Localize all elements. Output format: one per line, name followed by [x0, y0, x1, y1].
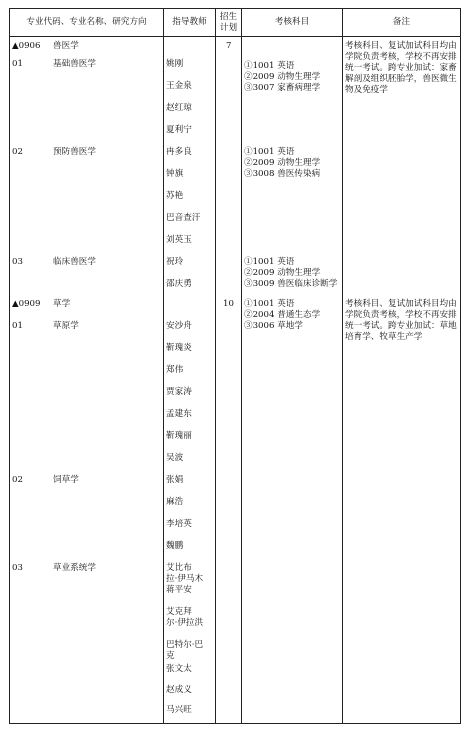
advisor-name: 靳瑰炎	[166, 343, 192, 353]
direction-code: 02	[12, 147, 23, 157]
column-divider	[9, 8, 10, 724]
advisor-name: 刘英玉	[166, 235, 192, 245]
advisor-name: 钟旗	[166, 169, 184, 179]
major-name: 兽医学	[53, 41, 79, 51]
advisor-name: 苏艳	[166, 191, 184, 201]
exam-subject: ③3009 兽医临床诊断学	[244, 279, 338, 289]
remarks-text: 考核科目、复试加试科目均由学院负责考核，学校不再安排统一考试。跨专业加试：草地培育学、牧草生产学	[345, 299, 457, 342]
exam-subject: ②2004 普通生态学	[244, 310, 321, 320]
advisor-name: 姚刚	[166, 59, 184, 69]
exam-subject: ③3008 兽医传染病	[244, 169, 321, 179]
exam-subject: ①1001 英语	[244, 61, 295, 71]
advisor-name: 蒋平安	[166, 585, 192, 595]
table-top-border	[9, 8, 461, 9]
advisor-name: 王金泉	[166, 81, 192, 91]
direction-code: 01	[12, 321, 23, 331]
advisor-name: 冉多良	[166, 147, 192, 157]
advisor-name: 艾克拜	[166, 607, 192, 617]
header-exam-subjects: 考核科目	[274, 17, 310, 27]
exam-subject: ①1001 英语	[244, 299, 295, 309]
advisor-name: 孟建东	[166, 409, 192, 419]
direction-name: 饲草学	[53, 475, 79, 485]
exam-subject: ③3006 草地学	[244, 321, 303, 331]
direction-code: 01	[12, 59, 23, 69]
header-enrollment-line1: 招生	[219, 12, 238, 22]
header-major: 专业代码、专业名称、研究方向	[26, 17, 147, 27]
direction-name: 草业系统学	[53, 563, 96, 573]
advisor-name: 克	[166, 651, 175, 661]
enrollment-count: 7	[226, 41, 232, 51]
advisor-name: 靳瑰丽	[166, 431, 192, 441]
advisor-name: 魏鹏	[166, 541, 184, 551]
column-divider	[241, 8, 242, 724]
advisor-name: 马兴旺	[166, 705, 192, 715]
major-code: ▲0909	[12, 299, 41, 309]
column-divider	[163, 8, 164, 724]
advisor-name: 邵庆勇	[166, 279, 192, 289]
table-bottom-border	[9, 723, 461, 724]
advisor-name: 贾家涛	[166, 387, 192, 397]
exam-subject: ①1001 英语	[244, 257, 295, 267]
advisor-name: 吴波	[166, 453, 184, 463]
exam-subject: ③3007 家畜病理学	[244, 83, 321, 93]
exam-subject: ②2009 动物生理学	[244, 268, 321, 278]
header-advisor: 指导教师	[172, 17, 207, 27]
direction-code: 02	[12, 475, 23, 485]
column-divider	[342, 8, 343, 724]
header-remarks: 备注	[392, 17, 411, 27]
advisor-name: 安沙舟	[166, 321, 192, 331]
advisor-name: 张文太	[166, 664, 192, 674]
advisor-name: 祝玲	[166, 257, 184, 267]
advisor-name: 巴特尔·巴	[166, 640, 204, 650]
advisor-name: 张娟	[166, 475, 184, 485]
enrollment-count: 10	[223, 299, 234, 309]
advisor-name: 艾比布	[166, 563, 192, 573]
header-enrollment-line2: 计划	[219, 23, 238, 33]
direction-name: 草原学	[53, 321, 79, 331]
advisor-name: 巴音查汗	[166, 213, 201, 223]
direction-code: 03	[12, 257, 23, 267]
remarks-text: 考核科目、复试加试科目均由学院负责考核，学校不再安排统一考试。跨专业加试：家畜解剖及组织胚胎学，兽医微生物及免疫学	[345, 41, 457, 95]
advisor-name: 麻浩	[166, 497, 184, 507]
column-divider	[215, 8, 216, 724]
advisor-name: 李培英	[166, 519, 192, 529]
column-divider	[460, 8, 461, 724]
advisor-name: 赵成义	[166, 685, 192, 695]
direction-name: 临床兽医学	[53, 257, 96, 267]
advisor-name: 拉·伊马木	[166, 574, 204, 584]
header-bottom-border	[9, 36, 461, 37]
exam-subject: ①1001 英语	[244, 147, 295, 157]
major-code: ▲0906	[12, 41, 41, 51]
major-name: 草学	[53, 299, 71, 309]
advisor-name: 尔·伊拉洪	[166, 618, 204, 628]
direction-name: 基础兽医学	[53, 59, 96, 69]
direction-name: 预防兽医学	[53, 147, 96, 157]
advisor-name: 夏利宁	[166, 125, 192, 135]
exam-subject: ②2009 动物生理学	[244, 72, 321, 82]
advisor-name: 赵红琼	[166, 103, 192, 113]
advisor-name: 郑伟	[166, 365, 184, 375]
exam-subject: ②2009 动物生理学	[244, 158, 321, 168]
direction-code: 03	[12, 563, 23, 573]
